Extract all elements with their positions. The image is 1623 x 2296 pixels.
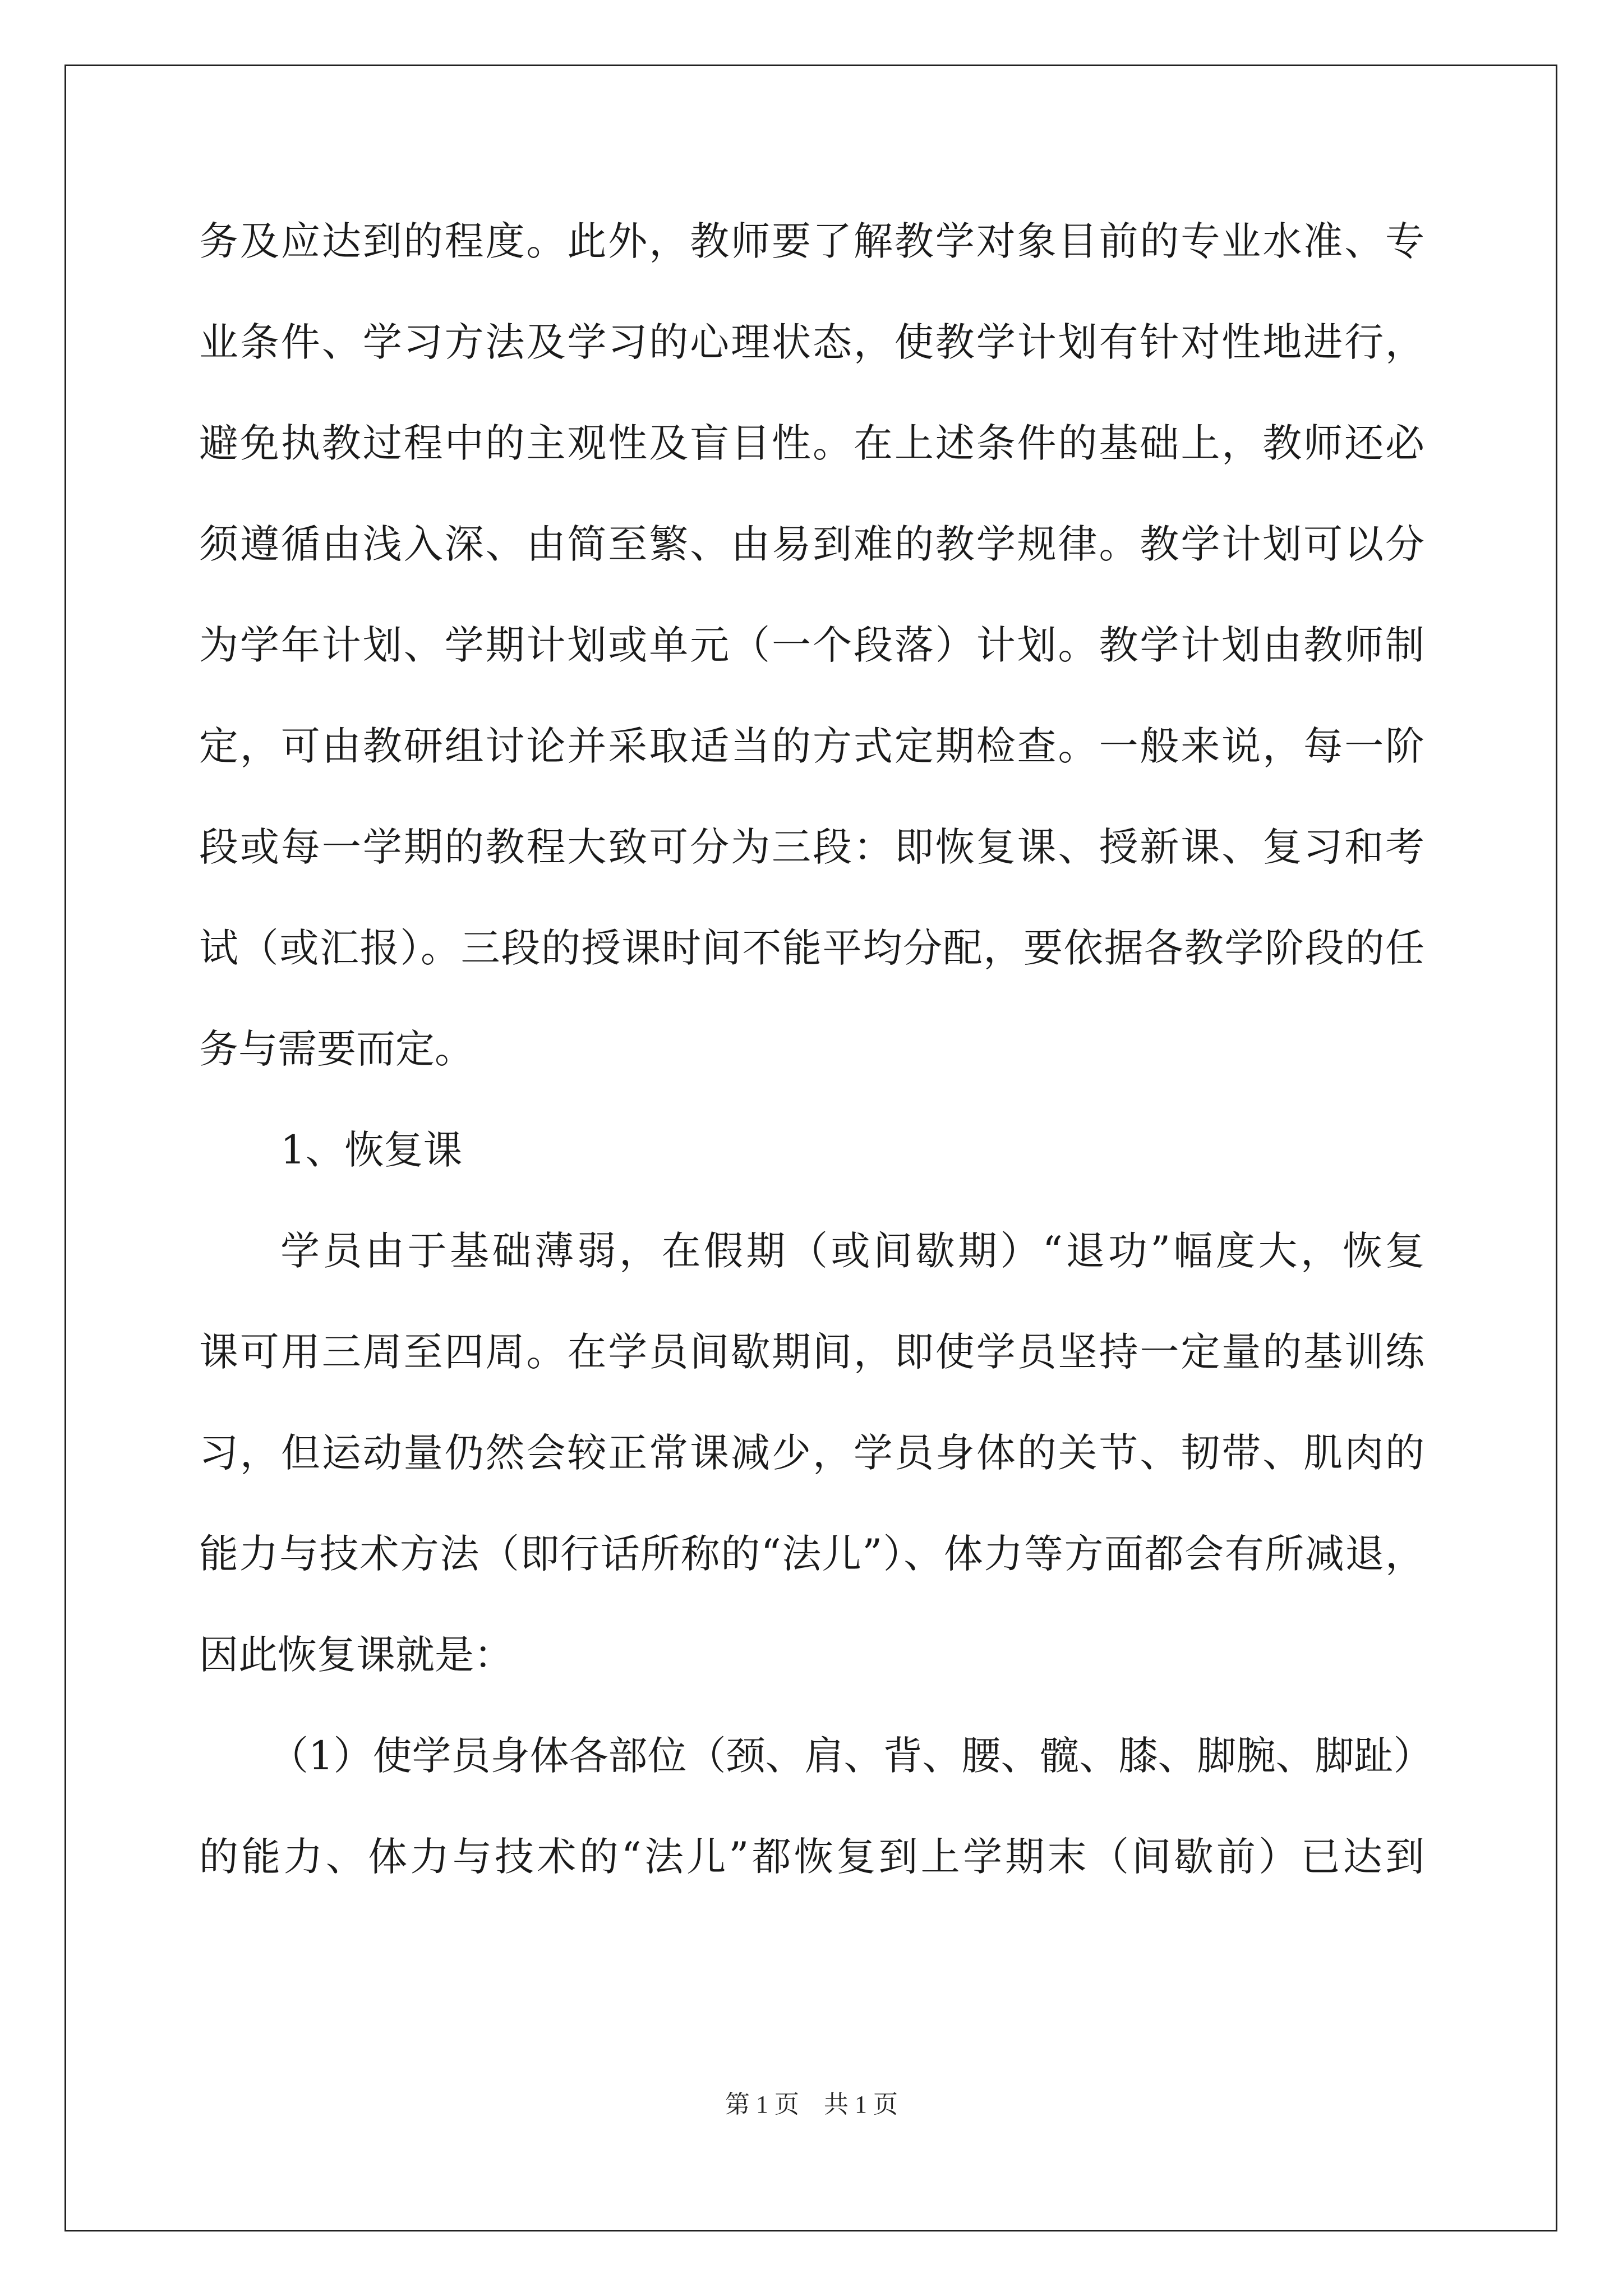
document-body [199, 218, 1433, 1935]
text-line: 为学年计划、学期计划或单元（一个段落）计划。教学计划由教师制 [199, 622, 1424, 668]
text-line: 试（或汇报）。三段的授课时间不能平均分配，要依据各教学阶段的任 [199, 925, 1424, 971]
text-line: 的能力、体力与技术的“法儿”都恢复到上学期末（间歇前）已达到 [199, 1834, 1424, 1880]
text-line: 须遵循由浅入深、由简至繁、由易到难的教学规律。教学计划可以分 [199, 521, 1424, 567]
text-line-paragraph-start: 学员由于基础薄弱，在假期（或间歇期）“退功”幅度大，恢复 [280, 1228, 1424, 1274]
list-item-start: （1）使学员身体各部位（颈、肩、背、腰、髋、膝、脚腕、脚趾） [269, 1733, 1433, 1779]
text-line: 务及应达到的程度。此外，教师要了解教学对象目前的专业水准、专 [199, 218, 1424, 264]
section-heading: 1、恢复课 [280, 1127, 463, 1173]
text-line: 能力与技术方法（即行话所称的“法儿”）、体力等方面都会有所减退， [199, 1531, 1424, 1577]
text-line-paragraph-end: 务与需要而定。 [199, 1026, 474, 1072]
text-line: 习，但运动量仍然会较正常课减少，学员身体的关节、韧带、肌肉的 [199, 1430, 1424, 1476]
text-line: 避免执教过程中的主观性及盲目性。在上述条件的基础上，教师还必 [199, 420, 1424, 466]
text-line: 定，可由教研组讨论并采取适当的方式定期检查。一般来说，每一阶 [199, 723, 1424, 769]
text-line: 业条件、学习方法及学习的心理状态，使教学计划有针对性地进行， [199, 319, 1424, 365]
text-line: 段或每一学期的教程大致可分为三段：即恢复课、授新课、复习和考 [199, 824, 1424, 870]
text-line-paragraph-end: 因此恢复课就是： [199, 1632, 513, 1678]
text-line: 课可用三周至四周。在学员间歇期间，即使学员坚持一定量的基训练 [199, 1329, 1424, 1375]
page-footer: 第 1 页 共 1 页 [725, 2091, 898, 2118]
